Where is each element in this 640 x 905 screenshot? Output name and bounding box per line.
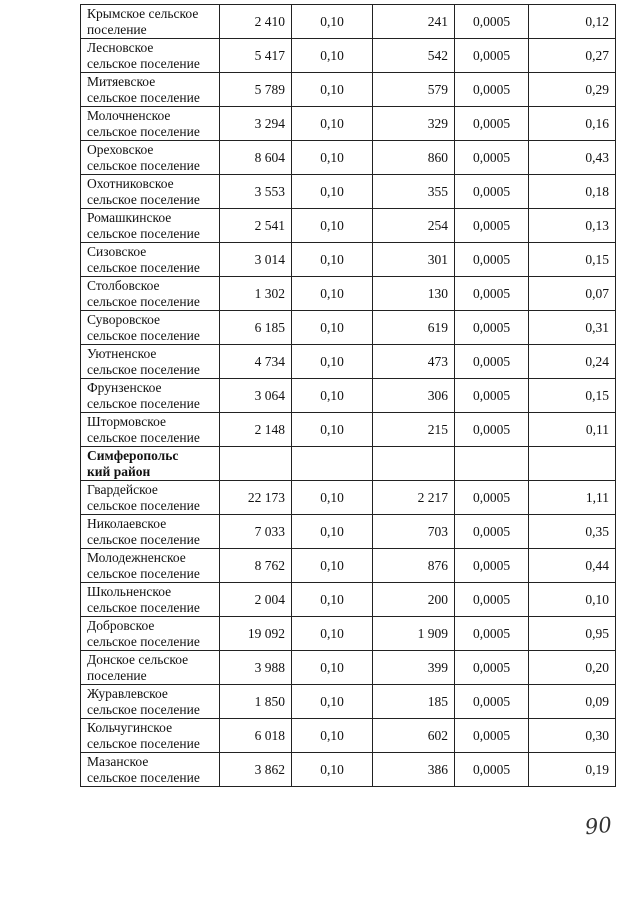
population-cell: 2 004 xyxy=(220,583,292,617)
result-cell: 0,16 xyxy=(529,107,616,141)
settlement-name-cell xyxy=(81,617,220,651)
norm-cell: 0,10 xyxy=(292,345,373,379)
population-cell: 8 604 xyxy=(220,141,292,175)
settlement-name-cell xyxy=(81,5,220,39)
result-cell: 0,95 xyxy=(529,617,616,651)
population-cell: 19 092 xyxy=(220,617,292,651)
table-row xyxy=(81,549,616,583)
name-line: сельское поселение xyxy=(87,395,200,411)
settlement-name-cell xyxy=(81,345,220,379)
name-line: сельское поселение xyxy=(87,191,200,207)
result-cell: 0,07 xyxy=(529,277,616,311)
name-line: сельское поселение xyxy=(87,89,200,105)
table-row xyxy=(81,243,616,277)
name-line: Столбовское xyxy=(87,277,160,293)
name-line: Ореховское xyxy=(87,141,154,157)
population-cell: 3 294 xyxy=(220,107,292,141)
result-cell: 0,30 xyxy=(529,719,616,753)
norm-cell xyxy=(292,447,373,481)
settlement-name-cell xyxy=(81,175,220,209)
population-cell: 2 410 xyxy=(220,5,292,39)
volume-cell: 602 xyxy=(373,719,455,753)
name-line: Уютненское xyxy=(87,345,157,361)
table-row xyxy=(81,685,616,719)
table-row xyxy=(81,515,616,549)
settlement-name-cell xyxy=(81,753,220,787)
norm-cell: 0,10 xyxy=(292,549,373,583)
table-row xyxy=(81,5,616,39)
name-line: Николаевское xyxy=(87,515,167,531)
name-line: Ромашкинское xyxy=(87,209,172,225)
norm-cell: 0,10 xyxy=(292,175,373,209)
volume-cell: 703 xyxy=(373,515,455,549)
norm-cell: 0,10 xyxy=(292,617,373,651)
name-line: поселение xyxy=(87,667,147,683)
coefficient-cell: 0,0005 xyxy=(455,617,529,651)
volume-cell: 399 xyxy=(373,651,455,685)
result-cell: 0,09 xyxy=(529,685,616,719)
table-body xyxy=(81,5,616,787)
name-line: Добровское xyxy=(87,617,155,633)
population-cell: 5 789 xyxy=(220,73,292,107)
settlement-name-cell xyxy=(81,73,220,107)
settlement-name-cell xyxy=(81,379,220,413)
result-cell: 0,12 xyxy=(529,5,616,39)
norm-cell: 0,10 xyxy=(292,515,373,549)
name-line: Кольчугинское xyxy=(87,719,173,735)
result-cell: 0,44 xyxy=(529,549,616,583)
name-line: Молодежненское xyxy=(87,549,186,565)
name-line: Фрунзенское xyxy=(87,379,162,395)
coefficient-cell: 0,0005 xyxy=(455,685,529,719)
volume-cell: 1 909 xyxy=(373,617,455,651)
name-line: Штормовское xyxy=(87,413,166,429)
table-row xyxy=(81,753,616,787)
table-row xyxy=(81,107,616,141)
name-line: Молочненское xyxy=(87,107,171,123)
district-name-cell xyxy=(81,447,220,481)
name-line: Охотниковское xyxy=(87,175,174,191)
volume-cell: 185 xyxy=(373,685,455,719)
settlement-name-cell xyxy=(81,39,220,73)
population-cell: 7 033 xyxy=(220,515,292,549)
population-cell xyxy=(220,447,292,481)
coefficient-cell: 0,0005 xyxy=(455,141,529,175)
result-cell: 0,31 xyxy=(529,311,616,345)
name-line: сельское поселение xyxy=(87,497,200,513)
name-line: кий район xyxy=(87,463,151,479)
coefficient-cell: 0,0005 xyxy=(455,583,529,617)
coefficient-cell: 0,0005 xyxy=(455,719,529,753)
result-cell: 0,29 xyxy=(529,73,616,107)
norm-cell: 0,10 xyxy=(292,5,373,39)
result-cell xyxy=(529,447,616,481)
table-row xyxy=(81,719,616,753)
population-cell: 22 173 xyxy=(220,481,292,515)
population-cell: 6 185 xyxy=(220,311,292,345)
population-cell: 1 302 xyxy=(220,277,292,311)
norm-cell: 0,10 xyxy=(292,413,373,447)
population-cell: 3 988 xyxy=(220,651,292,685)
population-cell: 1 850 xyxy=(220,685,292,719)
volume-cell: 306 xyxy=(373,379,455,413)
coefficient-cell: 0,0005 xyxy=(455,107,529,141)
table-row xyxy=(81,39,616,73)
coefficient-cell: 0,0005 xyxy=(455,5,529,39)
table-row xyxy=(81,345,616,379)
norm-cell: 0,10 xyxy=(292,39,373,73)
result-cell: 0,43 xyxy=(529,141,616,175)
population-cell: 2 148 xyxy=(220,413,292,447)
name-line: сельское поселение xyxy=(87,259,200,275)
name-line: сельское поселение xyxy=(87,55,200,71)
settlements-table xyxy=(80,4,616,787)
name-line: сельское поселение xyxy=(87,599,200,615)
name-line: Митяевское xyxy=(87,73,156,89)
settlement-name-cell xyxy=(81,413,220,447)
population-cell: 4 734 xyxy=(220,345,292,379)
norm-cell: 0,10 xyxy=(292,583,373,617)
population-cell: 3 862 xyxy=(220,753,292,787)
result-cell: 0,10 xyxy=(529,583,616,617)
name-line: Мазанское xyxy=(87,753,149,769)
coefficient-cell: 0,0005 xyxy=(455,515,529,549)
norm-cell: 0,10 xyxy=(292,379,373,413)
settlement-name-cell xyxy=(81,243,220,277)
settlement-name-cell xyxy=(81,209,220,243)
coefficient-cell: 0,0005 xyxy=(455,73,529,107)
table-row xyxy=(81,277,616,311)
result-cell: 1,11 xyxy=(529,481,616,515)
norm-cell: 0,10 xyxy=(292,277,373,311)
name-line: сельское поселение xyxy=(87,225,200,241)
coefficient-cell xyxy=(455,447,529,481)
name-line: поселение xyxy=(87,21,147,37)
name-line: Симферопольс xyxy=(87,447,179,463)
coefficient-cell: 0,0005 xyxy=(455,175,529,209)
coefficient-cell: 0,0005 xyxy=(455,39,529,73)
settlement-name-cell xyxy=(81,141,220,175)
norm-cell: 0,10 xyxy=(292,311,373,345)
volume-cell: 386 xyxy=(373,753,455,787)
settlement-name-cell xyxy=(81,583,220,617)
norm-cell: 0,10 xyxy=(292,243,373,277)
coefficient-cell: 0,0005 xyxy=(455,311,529,345)
volume-cell: 2 217 xyxy=(373,481,455,515)
norm-cell: 0,10 xyxy=(292,753,373,787)
result-cell: 0,15 xyxy=(529,243,616,277)
table-row xyxy=(81,617,616,651)
name-line: сельское поселение xyxy=(87,327,200,343)
name-line: Суворовское xyxy=(87,311,161,327)
name-line: сельское поселение xyxy=(87,123,200,139)
volume-cell: 355 xyxy=(373,175,455,209)
name-line: сельское поселение xyxy=(87,157,200,173)
volume-cell: 619 xyxy=(373,311,455,345)
name-line: сельское поселение xyxy=(87,531,200,547)
name-line: Гвардейское xyxy=(87,481,158,497)
coefficient-cell: 0,0005 xyxy=(455,277,529,311)
table-row xyxy=(81,379,616,413)
volume-cell: 215 xyxy=(373,413,455,447)
volume-cell: 860 xyxy=(373,141,455,175)
volume-cell: 241 xyxy=(373,5,455,39)
name-line: сельское поселение xyxy=(87,633,200,649)
name-line: Донское сельское xyxy=(87,651,189,667)
table-row xyxy=(81,141,616,175)
name-line: Журавлевское xyxy=(87,685,168,701)
volume-cell: 876 xyxy=(373,549,455,583)
result-cell: 0,19 xyxy=(529,753,616,787)
result-cell: 0,15 xyxy=(529,379,616,413)
population-cell: 5 417 xyxy=(220,39,292,73)
table-row xyxy=(81,651,616,685)
table-row xyxy=(81,481,616,515)
coefficient-cell: 0,0005 xyxy=(455,209,529,243)
result-cell: 0,18 xyxy=(529,175,616,209)
table-row xyxy=(81,413,616,447)
volume-cell: 200 xyxy=(373,583,455,617)
name-line: сельское поселение xyxy=(87,565,200,581)
volume-cell: 542 xyxy=(373,39,455,73)
name-line: сельское поселение xyxy=(87,769,200,785)
table-row xyxy=(81,311,616,345)
table-row xyxy=(81,73,616,107)
population-cell: 3 064 xyxy=(220,379,292,413)
norm-cell: 0,10 xyxy=(292,719,373,753)
population-cell: 6 018 xyxy=(220,719,292,753)
name-line: сельское поселение xyxy=(87,735,200,751)
volume-cell: 579 xyxy=(373,73,455,107)
settlement-name-cell xyxy=(81,549,220,583)
result-cell: 0,27 xyxy=(529,39,616,73)
coefficient-cell: 0,0005 xyxy=(455,345,529,379)
settlement-name-cell xyxy=(81,107,220,141)
name-line: Школьненское xyxy=(87,583,172,599)
settlement-name-cell xyxy=(81,311,220,345)
settlement-name-cell xyxy=(81,515,220,549)
population-cell: 8 762 xyxy=(220,549,292,583)
name-line: Сизовское xyxy=(87,243,147,259)
page-number: 90 xyxy=(584,812,614,840)
population-cell: 3 553 xyxy=(220,175,292,209)
table-row xyxy=(81,209,616,243)
settlement-name-cell xyxy=(81,685,220,719)
name-line: сельское поселение xyxy=(87,429,200,445)
settlement-name-cell xyxy=(81,719,220,753)
volume-cell: 130 xyxy=(373,277,455,311)
norm-cell: 0,10 xyxy=(292,651,373,685)
coefficient-cell: 0,0005 xyxy=(455,651,529,685)
volume-cell: 473 xyxy=(373,345,455,379)
result-cell: 0,20 xyxy=(529,651,616,685)
settlement-name-cell xyxy=(81,277,220,311)
coefficient-cell: 0,0005 xyxy=(455,379,529,413)
result-cell: 0,24 xyxy=(529,345,616,379)
volume-cell: 301 xyxy=(373,243,455,277)
norm-cell: 0,10 xyxy=(292,481,373,515)
coefficient-cell: 0,0005 xyxy=(455,481,529,515)
coefficient-cell: 0,0005 xyxy=(455,753,529,787)
result-cell: 0,13 xyxy=(529,209,616,243)
settlement-name-cell xyxy=(81,481,220,515)
result-cell: 0,11 xyxy=(529,413,616,447)
name-line: Лесновское xyxy=(87,39,154,55)
volume-cell: 254 xyxy=(373,209,455,243)
name-line: сельское поселение xyxy=(87,293,200,309)
coefficient-cell: 0,0005 xyxy=(455,413,529,447)
norm-cell: 0,10 xyxy=(292,209,373,243)
population-cell: 3 014 xyxy=(220,243,292,277)
settlement-name-cell xyxy=(81,651,220,685)
population-cell: 2 541 xyxy=(220,209,292,243)
norm-cell: 0,10 xyxy=(292,73,373,107)
coefficient-cell: 0,0005 xyxy=(455,243,529,277)
result-cell: 0,35 xyxy=(529,515,616,549)
name-line: Крымское сельское xyxy=(87,5,199,21)
table-row xyxy=(81,175,616,209)
volume-cell xyxy=(373,447,455,481)
name-line: сельское поселение xyxy=(87,701,200,717)
norm-cell: 0,10 xyxy=(292,107,373,141)
district-header-row xyxy=(81,447,616,481)
coefficient-cell: 0,0005 xyxy=(455,549,529,583)
norm-cell: 0,10 xyxy=(292,685,373,719)
table-row xyxy=(81,583,616,617)
norm-cell: 0,10 xyxy=(292,141,373,175)
volume-cell: 329 xyxy=(373,107,455,141)
name-line: сельское поселение xyxy=(87,361,200,377)
